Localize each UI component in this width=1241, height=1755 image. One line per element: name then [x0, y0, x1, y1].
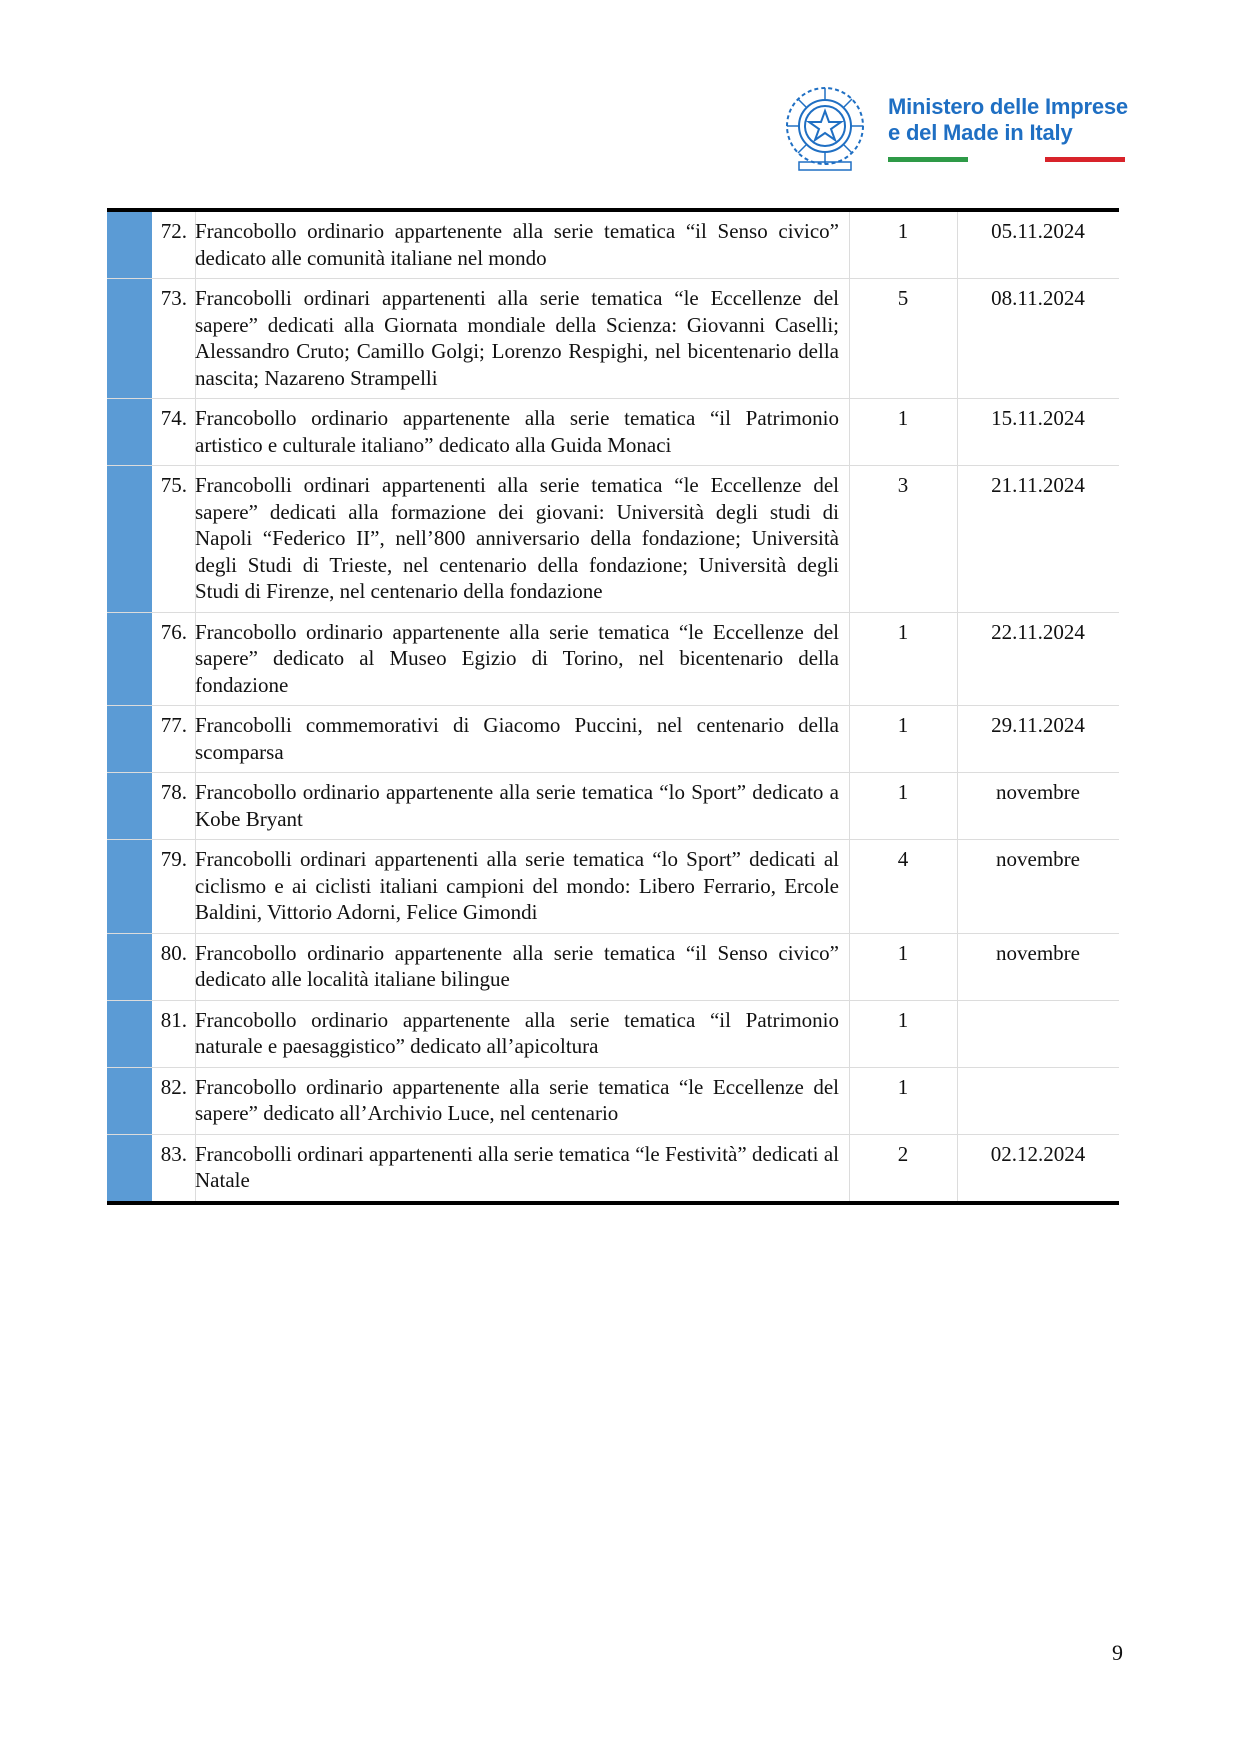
table-row [107, 933, 1119, 1000]
row-description: Francobollo ordinario appartenente alla serie tematica “il Patrimonio artistico e culturale italiano” dedicato alla Guida Monaci [195, 406, 839, 457]
row-quantity: 1 [897, 406, 909, 430]
row-date: 22.11.2024 [991, 619, 1085, 644]
row-quantity: 1 [897, 1074, 909, 1099]
table-bottom-rule [107, 1201, 1119, 1205]
row-date: 08.11.2024 [991, 286, 1085, 310]
table-row [107, 1134, 1119, 1201]
row-number: 74. [160, 406, 187, 430]
row-date [957, 1001, 1119, 1067]
row-number: 76. [160, 619, 187, 644]
row-date: 15.11.2024 [991, 406, 1085, 430]
row-date [957, 1068, 1119, 1134]
row-quantity: 5 [897, 286, 909, 310]
row-date: novembre [996, 940, 1080, 965]
row-description: Francobollo ordinario appartenente alla serie tematica “le Eccellenze del sapere” dedicato all’Archivio Luce, nel centenario [195, 1074, 839, 1125]
row-number: 78. [160, 780, 187, 804]
table-body [107, 212, 1119, 1201]
row-number: 72. [160, 219, 187, 243]
row-description: Francobolli commemorativi di Giacomo Puccini, nel centenario della scomparsa [195, 713, 839, 764]
table-row [107, 278, 1119, 398]
row-description: Francobolli ordinari appartenenti alla serie tematica “le Eccellenze del sapere” dedicati alla formazione dei giovani: Università degli studi di Napoli “Federico II”, nell’800 anniversario della fondazione; Università degli Studi di Trieste, nel centenario della fondazione; Università degli Studi di Firenze, nel centenario della fondazione [195, 473, 839, 603]
row-number: 75. [160, 473, 187, 497]
table-row [107, 772, 1119, 839]
row-quantity: 1 [897, 1007, 909, 1032]
row-quantity: 1 [897, 780, 909, 804]
row-date: 05.11.2024 [991, 219, 1085, 243]
row-description: Francobollo ordinario appartenente alla serie tematica “le Eccellenze del sapere” dedicato al Museo Egizio di Torino, nel bicentenario della fondazione [195, 619, 839, 697]
row-quantity: 1 [897, 619, 909, 644]
table-row [107, 398, 1119, 465]
stamps-table [107, 208, 1119, 1205]
row-description: Francobollo ordinario appartenente alla serie tematica “il Senso civico” dedicato alle comunità italiane nel mondo [195, 219, 839, 270]
table-row [107, 1067, 1119, 1134]
row-quantity: 1 [897, 940, 909, 965]
table-row [107, 612, 1119, 706]
row-number: 82. [160, 1074, 187, 1099]
table-row [107, 212, 1119, 278]
italian-republic-emblem-icon [775, 78, 875, 178]
row-date: 29.11.2024 [991, 713, 1085, 737]
row-quantity: 3 [897, 473, 909, 497]
ministry-name [888, 94, 1128, 146]
row-date: novembre [996, 780, 1080, 804]
page-number: 9 [1112, 1640, 1123, 1665]
row-quantity: 4 [897, 847, 909, 871]
ministry-name-line1: Ministero delle Imprese [888, 94, 1128, 119]
table-row [107, 1000, 1119, 1067]
row-description: Francobolli ordinari appartenenti alla serie tematica “le Festività” dedicati al Natale [195, 1141, 839, 1192]
table-row [107, 465, 1119, 612]
row-description: Francobollo ordinario appartenente alla serie tematica “il Senso civico” dedicato alle località italiane bilingue [195, 940, 839, 991]
row-date: 02.12.2024 [990, 1141, 1086, 1166]
table-row [107, 705, 1119, 772]
row-quantity: 2 [897, 1141, 909, 1166]
row-number: 73. [160, 286, 187, 310]
row-description: Francobolli ordinari appartenenti alla serie tematica “lo Sport” dedicati al ciclismo e ai ciclisti italiani campioni del mondo: Libero Ferrario, Ercole Baldini, Vittorio Adorni, Felice Gimondi [195, 847, 839, 924]
table-row [107, 839, 1119, 933]
ministry-name-line2: e del Made in Italy [888, 120, 1073, 145]
row-number: 80. [160, 940, 187, 965]
flag-bar-red [1045, 157, 1125, 162]
row-number: 79. [160, 847, 187, 871]
row-number: 81. [160, 1007, 187, 1032]
row-description: Francobollo ordinario appartenente alla serie tematica “lo Sport” dedicato a Kobe Bryant [195, 780, 839, 831]
row-description: Francobollo ordinario appartenente alla serie tematica “il Patrimonio naturale e paesaggistico” dedicato all’apicoltura [195, 1007, 839, 1058]
row-number: 77. [160, 713, 187, 737]
row-quantity: 1 [897, 713, 909, 737]
row-description: Francobolli ordinari appartenenti alla serie tematica “le Eccellenze del sapere” dedicati alla Giornata mondiale della Scienza: Giovanni Caselli; Alessandro Cruto; Camillo Golgi; Lorenzo Respighi, nel bicentenario della nascita; Nazareno Strampelli [195, 286, 839, 390]
row-date: 21.11.2024 [991, 473, 1085, 497]
row-date: novembre [996, 847, 1080, 871]
row-number: 83. [160, 1141, 187, 1166]
flag-bar-green [888, 157, 968, 162]
row-quantity: 1 [897, 219, 909, 243]
